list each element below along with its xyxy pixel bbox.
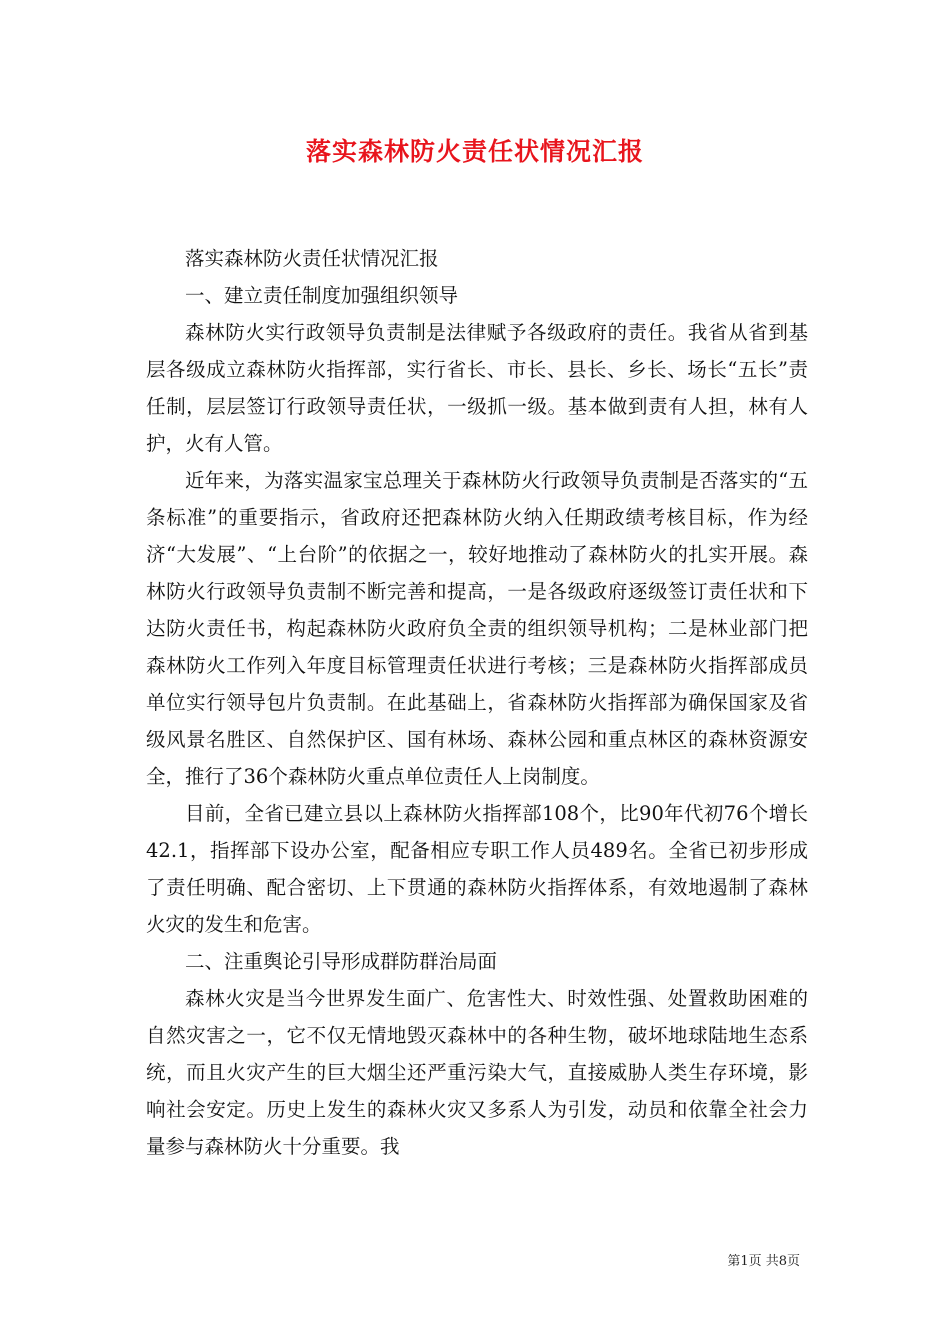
body-paragraph: 森林火灾是当今世界发生面广、危害性大、时效性强、处置救助困难的自然灾害之一，它不仅无情地毁灭森林中的各种生物，破坏地球陆地生态系统，而且火灾产生的巨大烟尘还严重污染大气，直接威胁人类生存环境，影响社会安定。历史上发生的森林火灾又多系人为引发，动员和依靠全社会力量参与森林防火十分重要。我 (146, 987, 808, 1158)
document-body (146, 240, 808, 1165)
section-heading: 一、建立责任制度加强组织领导 (185, 284, 459, 307)
body-paragraph: 目前，全省已建立县以上森林防火指挥部108个，比90年代初76个增长42.1，指挥部下设办公室，配备相应专职工作人员489名。全省已初步形成了责任明确、配合密切、上下贯通的森林防火指挥体系，有效地遏制了森林火灾的发生和危害。 (146, 802, 808, 936)
body-paragraph: 近年来，为落实温家宝总理关于森林防火行政领导负责制是否落实的“五条标准”的重要指示，省政府还把森林防火纳入任期政绩考核目标，作为经济“大发展”、“上台阶”的依据之一，较好地推动了森林防火的扎实开展。森林防火行政领导负责制不断完善和提高，一是各级政府逐级签订责任状和下达防火责任书，构起森林防火政府负全责的组织领导机构；二是林业部门把森林防火工作列入年度目标管理责任状进行考核；三是森林防火指挥部成员单位实行领导包片负责制。在此基础上，省森林防火指挥部为确保国家及省级风景名胜区、自然保护区、国有林场、森林公园和重点林区的森林资源安全，推行了36个森林防火重点单位责任人上岗制度。 (146, 469, 808, 788)
body-heading: 落实森林防火责任状情况汇报 (185, 247, 439, 270)
body-paragraph: 森林防火实行政领导负责制是法律赋予各级政府的责任。我省从省到基层各级成立森林防火指挥部，实行省长、市长、县长、乡长、场长“五长”责任制，层层签订行政领导责任状，一级抓一级。基本做到责有人担，林有人护，火有人管。 (146, 321, 808, 455)
section-heading: 二、注重舆论引导形成群防群治局面 (185, 950, 498, 973)
page-number: 第1页 共8页 (727, 1254, 800, 1269)
document-title: 落实森林防火责任状情况汇报 (305, 137, 644, 166)
